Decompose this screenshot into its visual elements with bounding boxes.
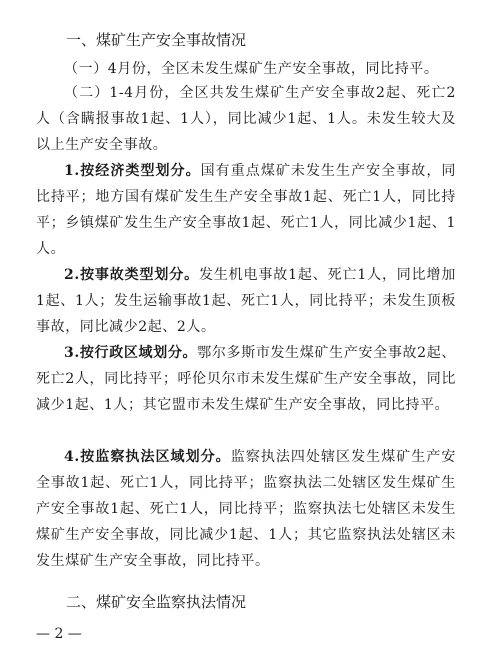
paragraph-by-region (36, 340, 456, 418)
paragraph-by-economic-type (36, 158, 456, 262)
paragraph-body: 鄂尔多斯市发生煤矿生产安全事故2起、死亡2人，同比持平；呼伦贝尔市未发生煤矿生产安全事故，同比减少1起、1人；其它盟市未发生煤矿生产安全事故，同比持平。 (36, 345, 456, 413)
paragraph-body: 监察执法四处辖区发生煤矿生产安全事故1起、死亡1人，同比持平；监察执法二处辖区发生煤矿生产安全事故1起、死亡1人，同比持平；监察执法七处辖区未发生煤矿生产安全事故，同比减少1起、1人；其它监察执法处辖区未发生煤矿生产安全事故，同比持平。 (36, 449, 456, 569)
paragraph-lead: 3.按行政区域划分。 (64, 345, 198, 361)
paragraph-body: 发生机电事故1起、死亡1人，同比增加1起、1人；发生运输事故1起、死亡1人，同比持平；未发生顶板事故，同比减少2起、2人。 (36, 267, 456, 335)
page-number: — 2 — (36, 626, 82, 642)
paragraph-lead: 4.按监察执法区域划分。 (64, 449, 231, 465)
paragraph-april: （一）4月份，全区未发生煤矿生产安全事故，同比持平。 (64, 61, 439, 77)
section-heading-accidents: 一、煤矿生产安全事故情况 (66, 31, 247, 49)
paragraph-lead: 2.按事故类型划分。 (64, 267, 199, 283)
paragraph-lead: 1.按经济类型划分。 (64, 163, 201, 179)
paragraph-by-supervision-area (36, 444, 456, 574)
paragraph-body: 国有重点煤矿未发生生产安全事故，同比持平；地方国有煤矿发生生产安全事故1起、死亡1人，同比持平；乡镇煤矿发生生产安全事故1起、死亡1人，同比减少1起、1人。 (36, 163, 456, 257)
paragraph-by-accident-type (36, 262, 456, 340)
section-heading-supervision: 二、煤矿安全监察执法情况 (66, 593, 247, 611)
paragraph-jan-apr: （二）1-4月份，全区共发生煤矿生产安全事故2起、死亡2人（含瞒报事故1起、1人），同比减少1起、1人。未发生较大及以上生产安全事故。 (36, 85, 456, 153)
